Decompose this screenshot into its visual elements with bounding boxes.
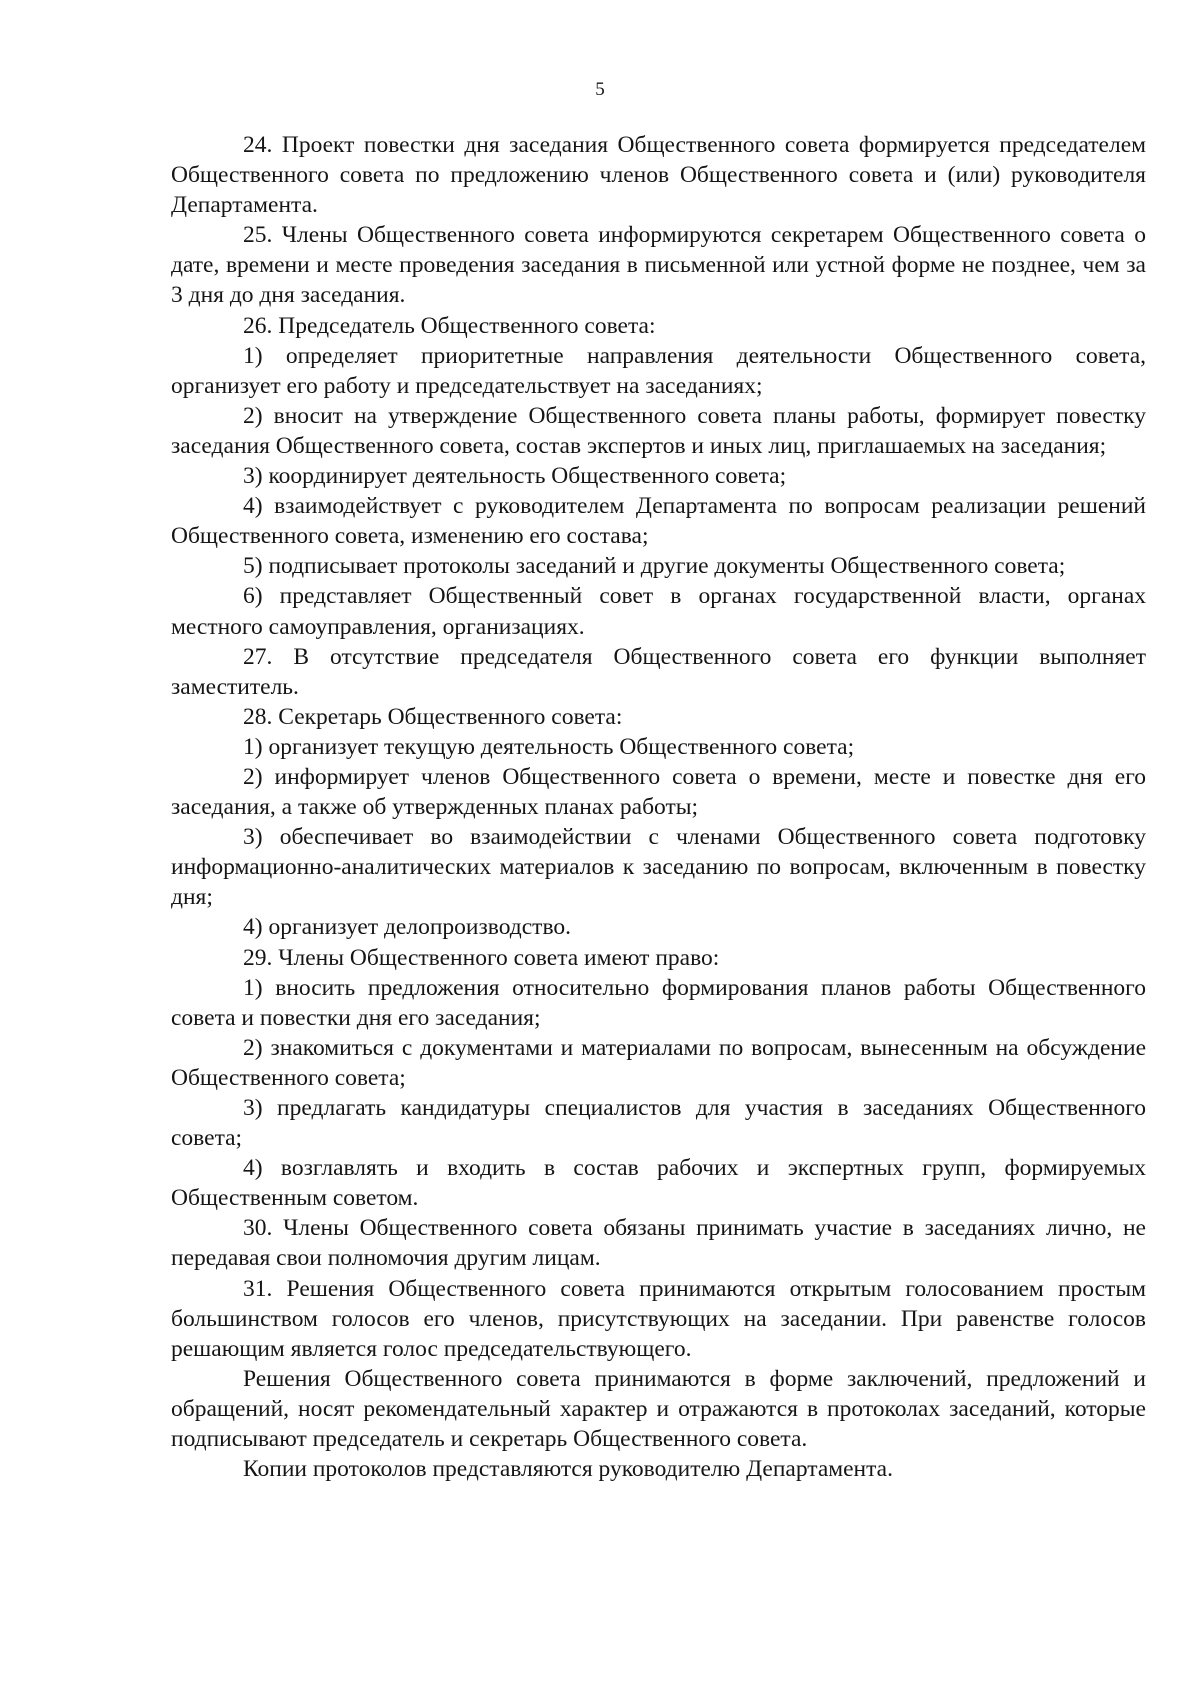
paragraph-26-item-5: 5) подписывает протоколы заседаний и другие документы Общественного совета; <box>243 553 1066 580</box>
paragraph-30: 30. Члены Общественного совета обязаны принимать участие в заседаниях лично, не передавая свои полномочия другим лицам. <box>171 1215 1146 1272</box>
paragraph-28-item-4: 4) организует делопроизводство. <box>243 914 572 941</box>
paragraph-28-item-1: 1) организует текущую деятельность Общественного совета; <box>243 733 855 760</box>
paragraph-29-item-3: 3) предлагать кандидатуры специалистов для участия в заседаниях Общественного совета; <box>171 1095 1146 1152</box>
paragraph-29: 29. Члены Общественного совета имеют право: <box>243 944 720 971</box>
paragraph-28-item-3: 3) обеспечивает во взаимодействии с членами Общественного совета подготовку информационно-аналитических материалов к заседанию по вопросам, включенным в повестку дня; <box>171 824 1146 911</box>
paragraph-26-item-6: 6) представляет Общественный совет в органах государственной власти, органах местного самоуправления, организациях. <box>171 583 1146 640</box>
document-body <box>171 130 1146 1484</box>
paragraph-26-item-4: 4) взаимодействует с руководителем Департамента по вопросам реализации решений Общественного совета, изменению его состава; <box>171 493 1146 550</box>
paragraph-26: 26. Председатель Общественного совета: <box>243 312 656 339</box>
paragraph-27: 27. В отсутствие председателя Общественного совета его функции выполняет заместитель. <box>171 643 1146 700</box>
paragraph-25: 25. Члены Общественного совета информируются секретарем Общественного совета о дате, времени и месте проведения заседания в письменной или устной форме не позднее, чем за 3 дня до дня заседания. <box>171 222 1146 309</box>
page-number: 5 <box>595 79 605 100</box>
paragraph-28: 28. Секретарь Общественного совета: <box>243 703 623 730</box>
paragraph-26-item-1: 1) определяет приоритетные направления деятельности Общественного совета, организует его работу и председательствует на заседаниях; <box>171 342 1146 399</box>
paragraph-26-item-2: 2) вносит на утверждение Общественного совета планы работы, формирует повестку заседания Общественного совета, состав экспертов и иных лиц, приглашаемых на заседания; <box>171 402 1146 459</box>
paragraph-29-item-1: 1) вносить предложения относительно формирования планов работы Общественного совета и повестки дня его заседания; <box>171 974 1146 1031</box>
paragraph-31-copies: Копии протоколов представляются руководителю Департамента. <box>243 1456 893 1483</box>
paragraph-31: 31. Решения Общественного совета принимаются открытым голосованием простым большинством голосов его членов, присутствующих на заседании. При равенстве голосов решающим является голос председательствующего. <box>171 1275 1146 1362</box>
paragraph-29-item-2: 2) знакомиться с документами и материалами по вопросам, вынесенным на обсуждение Общественного совета; <box>171 1034 1146 1091</box>
paragraph-26-item-3: 3) координирует деятельность Общественного совета; <box>243 463 787 490</box>
paragraph-31-decisions: Решения Общественного совета принимаются в форме заключений, предложений и обращений, носят рекомендательный характер и отражаются в протоколах заседаний, которые подписывают председатель и секретарь Общественного совета. <box>171 1365 1146 1453</box>
paragraph-29-item-4: 4) возглавлять и входить в состав рабочих и экспертных групп, формируемых Общественным советом. <box>171 1155 1146 1212</box>
paragraph-28-item-2: 2) информирует членов Общественного совета о времени, месте и повестке дня его заседания, а также об утвержденных планах работы; <box>171 763 1146 821</box>
paragraph-24: 24. Проект повестки дня заседания Общественного совета формируется председателем Общественного совета по предложению членов Общественного совета и (или) руководителя Департамента. <box>171 132 1146 219</box>
